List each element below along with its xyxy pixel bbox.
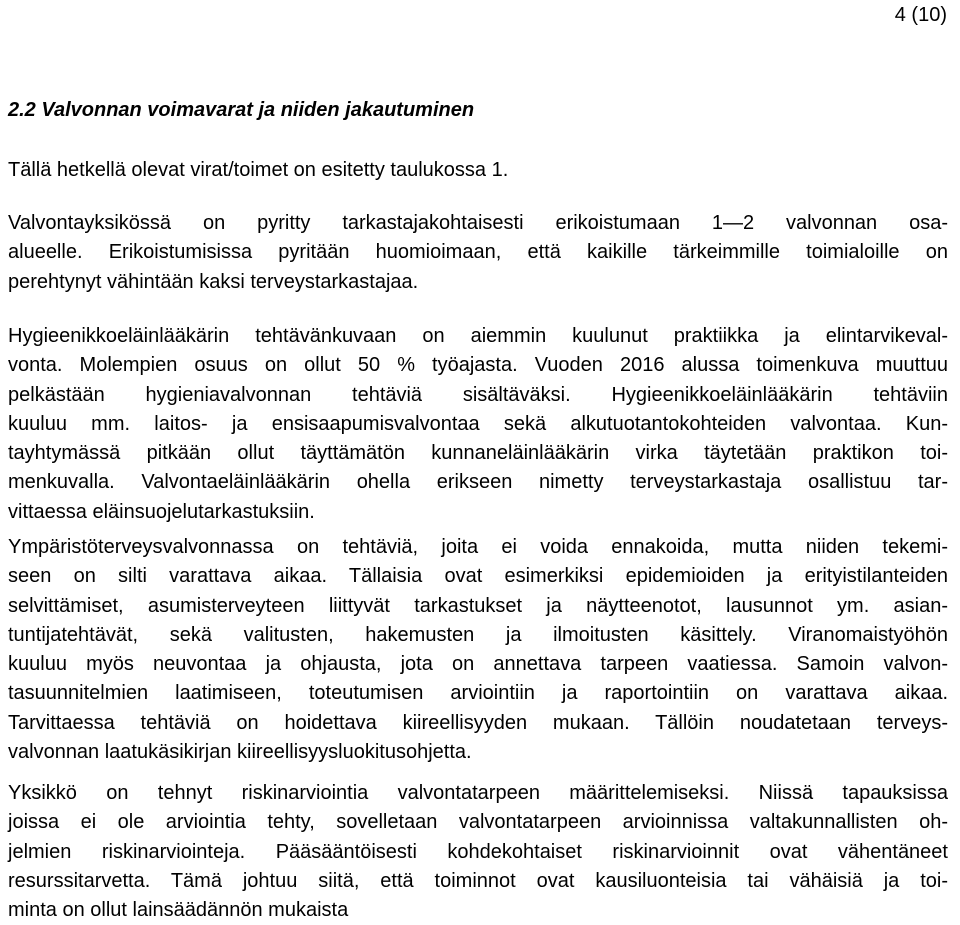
text-line: selvittämiset, asumisterveyteen liittyvät tarkastukset ja näytteenotot, lausunnot ym. asian- <box>8 594 948 617</box>
page-number: 4 (10) <box>894 4 947 26</box>
section-heading: 2.2 Valvonnan voimavarat ja niiden jakautuminen <box>8 99 475 121</box>
paragraph-specialization <box>8 209 948 297</box>
text-line: joissa ei ole arviointia tehty, sovelletaan valvontatarpeen arvioinnissa valtakunnallisten oh- <box>8 811 948 834</box>
text-line: Ympäristöterveysvalvonnassa on tehtäviä, joita ei voida ennakoida, mutta niiden tekemi- <box>8 536 948 558</box>
text-line: tasuunnitelmien laatimiseen, toteutumisen arviointiin ja raportointiin on varattava aikaa. <box>8 682 948 705</box>
paragraph-veterinarian <box>8 322 948 527</box>
text-line: perehtynyt vähintään kaksi terveystarkastajaa. <box>8 270 419 293</box>
text-line: seen on silti varattava aikaa. Tällaisia ovat esimerkiksi epidemioiden ja erityistilanteiden <box>8 565 948 588</box>
paragraph-intro <box>8 156 948 185</box>
text-line: kuuluu mm. laitos- ja ensisaapumisvalvontaa sekä alkutuotantokohteiden valvontaa. Kun- <box>8 412 948 435</box>
text-line: resurssitarvetta. Tämä johtuu siitä, että toiminnot ovat kausiluonteisia tai vähäisiä ja toi- <box>8 869 948 892</box>
text-line: vittaessa eläinsuojelutarkastuksiin. <box>8 500 315 523</box>
text-line: Hygieenikkoeläinlääkärin tehtävänkuvaan on aiemmin kuulunut praktiikka ja elintarvikeval- <box>8 325 948 347</box>
paragraph-risk-assessment <box>8 779 948 925</box>
text-line: Tarvittaessa tehtäviä on hoidettava kiireellisyyden mukaan. Tällöin noudatetaan terveys- <box>8 711 948 734</box>
paragraph-unforeseen-tasks <box>8 533 948 767</box>
text-line: pelkästään hygieniavalvonnan tehtäviä sisältäväksi. Hygieenikkoeläinlääkärin tehtäviin <box>8 383 948 406</box>
text-line: alueelle. Erikoistumisissa pyritään huomioimaan, että kaikille tärkeimmille toimialoille on <box>8 241 948 264</box>
text-line: tuntijatehtävät, sekä valitusten, hakemusten ja ilmoitusten käsittely. Viranomaistyöhön <box>8 623 948 646</box>
text-line: valvonnan laatukäsikirjan kiireellisyysluokitusohjetta. <box>8 741 472 764</box>
text-line: Tällä hetkellä olevat virat/toimet on esitetty taulukossa 1. <box>8 159 509 181</box>
text-line: kuuluu myös neuvontaa ja ohjausta, jota on annettava tarpeen vaatiessa. Samoin valvon- <box>8 653 948 676</box>
text-line: jelmien riskinarviointeja. Pääsääntöisesti kohdekohtaiset riskinarvioinnit ovat vähentäneet <box>8 840 948 863</box>
text-line: minta on ollut lainsäädännön mukaista <box>8 899 349 922</box>
text-line: Yksikkö on tehnyt riskinarviointia valvontatarpeen määrittelemiseksi. Niissä tapauksissa <box>8 782 948 804</box>
text-line: tayhtymässä pitkään ollut täyttämätön kunnaneläinlääkärin virka täytetään praktikon toi- <box>8 442 948 465</box>
text-line: menkuvalla. Valvontaeläinlääkärin ohella erikseen nimetty terveystarkastaja osallistuu tar- <box>8 471 948 494</box>
text-line: vonta. Molempien osuus on ollut 50 % työajasta. Vuoden 2016 alussa toimenkuva muuttuu <box>8 354 948 377</box>
text-line: Valvontayksikössä on pyritty tarkastajakohtaisesti erikoistumaan 1—2 valvonnan osa- <box>8 212 948 234</box>
